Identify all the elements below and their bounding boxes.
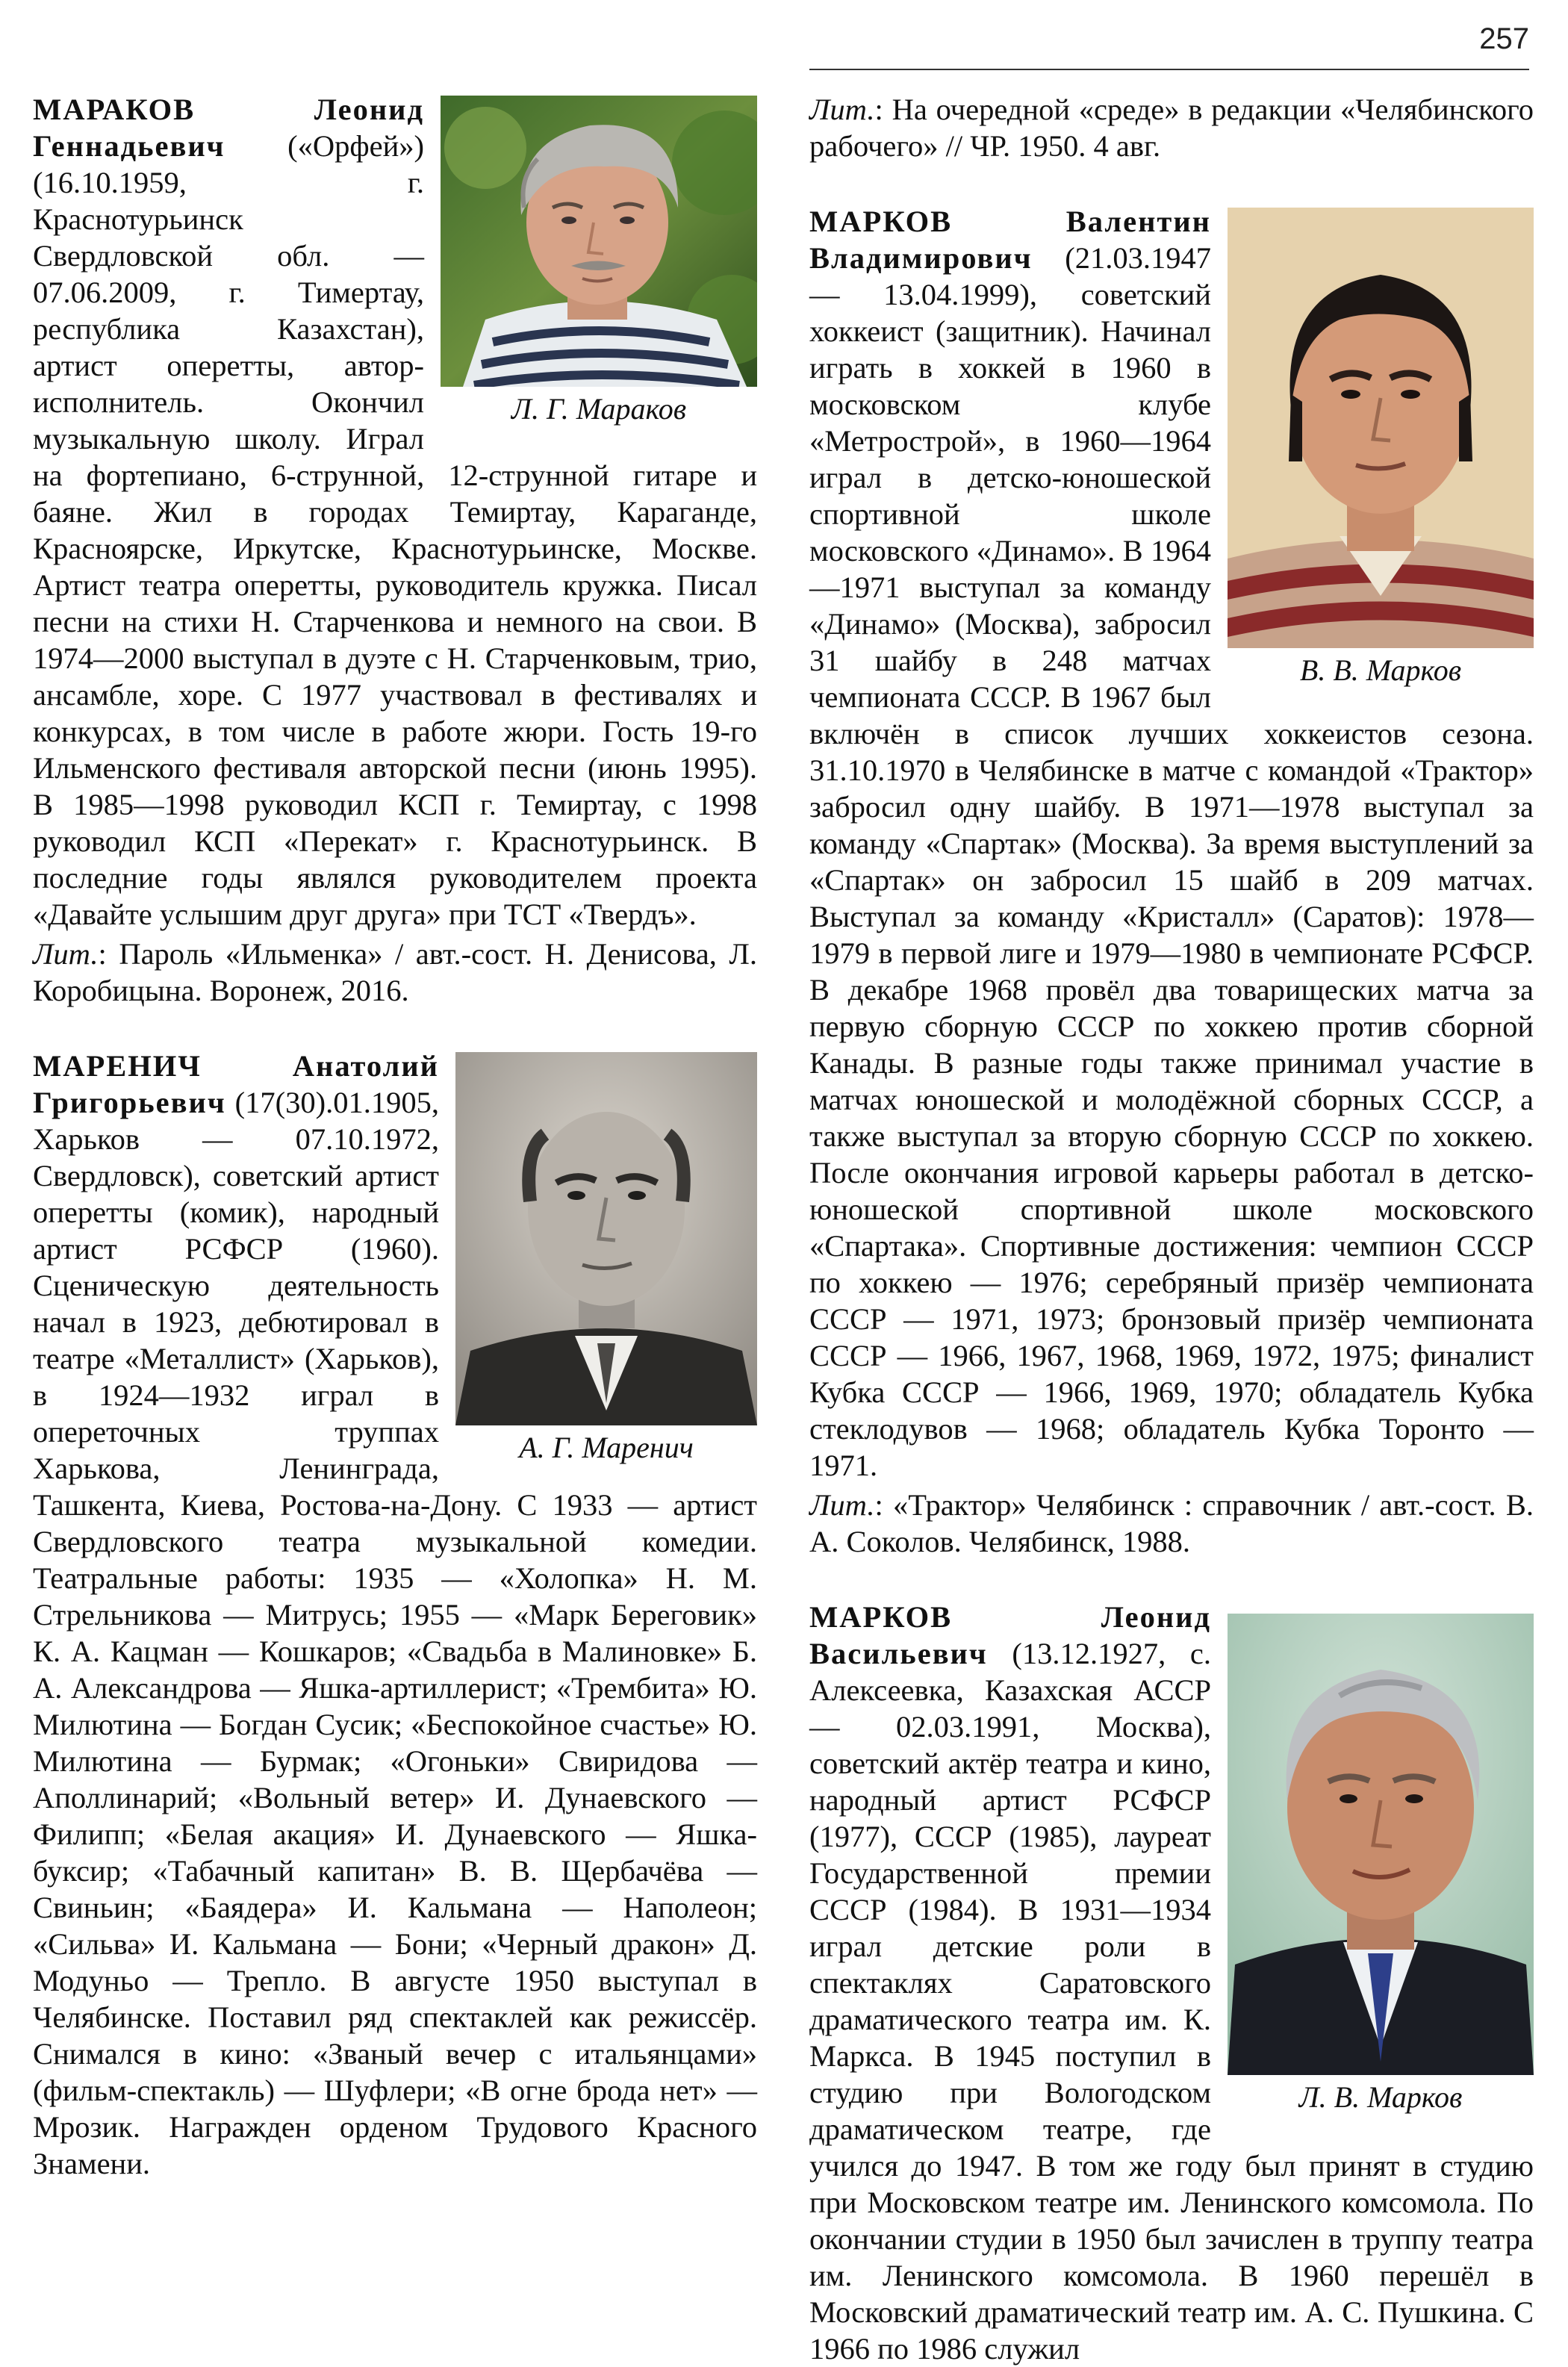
lit-marenich bbox=[809, 91, 1534, 164]
lit-label: Лит. bbox=[809, 93, 875, 126]
page-number: 257 bbox=[1479, 22, 1529, 55]
caption-markov-leonid: Л. В. Марков bbox=[1298, 2080, 1463, 2114]
caption-markov-valentin: В. В. Марков bbox=[1299, 653, 1462, 687]
photo-markov-leonid bbox=[1228, 1614, 1534, 2075]
body-markov-valentin: (21.03.1947 — 13.04.1999), советский хоккеист (защитник). Начинал играть в хоккей в 1960 в московском клубе «Метрострой», в 1960—1964 играл в детско-юношеской спортивной школе московского «Динамо». В 1964—1971 выступал за команду «Динамо» (Москва), забросил 31 шайбу в 248 матчах чемпионата СССР. В 1967 был включён в список лучших хоккеистов сезона. 31.10.1970 в Челябинске в матче с командой «Трактор» забросил одну шайбу. В 1971—1978 выступал за команду «Спартак» (Москва). За время выступлений за «Спартак» он забросил 15 шайб в 209 матчах. Выступал за команду «Кристалл» (Саратов): 1978—1979 в первой лиге и 1979—1980 в чемпионате РСФСР. В декабре 1968 провёл два товарищеских матча за первую сборную СССР по хоккею против сборной Канады. В разные годы также принимал участие в матчах юношеской и молодёжной сборных СССР, а также выступал за вторую сборную СССР по хоккею. После окончания игровой карьеры работал в детско-юношеской спортивной школе московского «Спартака». Спортивные достижения: чемпион СССР по хоккею — 1976; серебряный призёр чемпионата СССР — 1971, 1973; бронзовый призёр чемпионата СССР — 1966, 1967, 1968, 1969, 1972, 1975; финалист Кубка СССР — 1966, 1969, 1970; обладатель Кубка стеклодувов — 1968; обладатель Кубка Торонто — 1971. bbox=[809, 241, 1534, 1482]
portrait-marenich bbox=[455, 1052, 757, 1466]
headword-marakov: МАРАКОВ Леонид Геннадьевич bbox=[33, 93, 424, 163]
entry-markov-leonid bbox=[809, 1599, 1534, 2367]
lit-marakov bbox=[33, 936, 757, 1009]
photo-marakov-image bbox=[441, 96, 757, 387]
photo-markov-valentin bbox=[1228, 208, 1534, 648]
lit-markov-valentin bbox=[809, 1487, 1534, 1560]
lit-label: Лит. bbox=[33, 937, 99, 971]
photo-marakov bbox=[441, 96, 757, 387]
caption-marenich: А. Г. Маренич bbox=[519, 1431, 694, 1464]
photo-marenich-image bbox=[455, 1052, 757, 1425]
headword-markov-leonid: МАРКОВ Леонид Васильевич bbox=[809, 1600, 1211, 1670]
right-column bbox=[809, 91, 1534, 2367]
portrait-markov-valentin bbox=[1228, 208, 1534, 688]
left-column bbox=[33, 91, 757, 2182]
entry-marakov bbox=[33, 91, 757, 1009]
caption-marakov: Л. Г. Мараков bbox=[511, 392, 687, 426]
lit-text: : «Трактор» Челябинск : справочник / авт.-сост. В. А. Соколов. Челябинск, 1988. bbox=[809, 1488, 1534, 1558]
entry-markov-valentin bbox=[809, 203, 1534, 1560]
body-marakov: («Орфей») (16.10.1959, г. Краснотурьинск Свердловской обл. — 07.06.2009, г. Тимертау, республика Казахстан), артист оперетты, автор-исполнитель. Окончил музыкальную школу. Играл на фортепиано, 6-струнной, 12-струнной гитаре и баяне. Жил в городах Темиртау, Караганде, Красноярске, Иркутске, Краснотурьинске, Москве. Артист театра оперетты, руководитель кружка. Писал песни на стихи Н. Старченкова и немного на свои. В 1974—2000 выступал в дуэте с Н. Старченковым, трио, ансамбле, хоре. С 1977 участвовал в фестивалях и конкурсах, в том числе в работе жюри. Гость 19-го Ильменского фестиваля авторской песни (июнь 1995). В 1985—1998 руководил КСП г. Темиртау, с 1998 руководил КСП «Перекат» г. Краснотурьинск. В последние годы являлся руководителем проекта «Давайте услышим друг друга» при ТСТ «Твердъ». bbox=[33, 129, 757, 931]
header-rule bbox=[809, 69, 1529, 70]
photo-markov-valentin-image bbox=[1228, 208, 1534, 648]
portrait-marakov bbox=[441, 96, 757, 427]
headword-markov-valentin: МАРКОВ Валентин Владимирович bbox=[809, 205, 1211, 275]
photo-marenich bbox=[455, 1052, 757, 1425]
headword-marenich: МАРЕНИЧ Анатолий Григорьевич bbox=[33, 1049, 439, 1119]
body-markov-leonid: (13.12.1927, с. Алексеевка, Казахская АССР — 02.03.1991, Москва), советский актёр театра и кино, народный артист РСФСР (1977), СССР (1985), лауреат Государственной премии СССР (1984). В 1931—1934 играл детские роли в спектаклях Саратовского драматического театра им. К. Маркса. В 1945 поступил в студию при Вологодском драматическом театре, где учился до 1947. В том же году был принят в студию при Московском театре им. Ленинского комсомола. По окончании студии в 1950 был зачислен в труппу театра им. Ленинского комсомола. В 1960 перешёл в Московский драматический театр им. А. С. Пушкина. С 1966 по 1986 служил bbox=[809, 1637, 1534, 2366]
body-marenich: (17(30).01.1905, Харьков — 07.10.1972, Свердловск), советский артист оперетты (комик), народный артист РСФСР (1960). Сценическую деятельность начал в 1923, дебютировал в театре «Металлист» (Харьков), в 1924—1932 играл в опереточных труппах Харькова, Ленинграда, Ташкента, Киева, Ростова-на-Дону. С 1933 — артист Свердловского театра музыкальной комедии. Театральные работы: 1935 — «Холопка» Н. М. Стрельникова — Митрусь; 1955 — «Марк Береговик» К. А. Кацман — Кошкаров; «Свадьба в Малиновке» Б. А. Александрова — Яшка-артиллерист; «Трембита» Ю. Милютина — Богдан Сусик; «Беспокойное счастье» Ю. Милютина — Бурмак; «Огоньки» Свиридова — Аполлинарий; «Вольный ветер» И. Дунаевского — Филипп; «Белая акация» И. Дунаевского — Яшка-буксир; «Табачный капитан» В. В. Щербачёва — Свиньин; «Баядера» И. Кальмана — Наполеон; «Сильва» И. Кальмана — Бони; «Черный дракон» Д. Модуньо — Трепло. В августе 1950 выступал в Челябинске. Поставил ряд спектаклей как режиссёр. Снимался в кино: «Званый вечер с итальянцами» (фильм-спектакль) — Шуфлери; «В огне брода нет» — Мрозик. Награжден орденом Трудового Красного Знамени. bbox=[33, 1086, 757, 2180]
entry-marenich bbox=[33, 1048, 757, 2182]
lit-label: Лит. bbox=[809, 1488, 875, 1522]
lit-text: : Пароль «Ильменка» / авт.-сост. Н. Денисова, Л. Коробицына. Воронеж, 2016. bbox=[33, 937, 757, 1007]
lit-text: : На очередной «среде» в редакции «Челябинского рабочего» // ЧР. 1950. 4 авг. bbox=[809, 93, 1534, 163]
photo-markov-leonid-image bbox=[1228, 1614, 1534, 2075]
portrait-markov-leonid bbox=[1228, 1614, 1534, 2115]
entry-marenich-continuation bbox=[809, 91, 1534, 164]
